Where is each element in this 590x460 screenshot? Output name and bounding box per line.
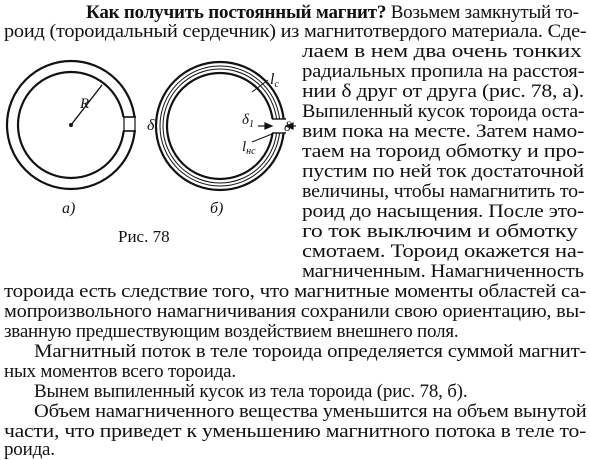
label-lnc: $l_{нс}$ xyxy=(242,139,256,157)
lnc-pointer xyxy=(252,134,272,142)
cut-gap-a xyxy=(122,117,138,131)
text-line-21: Объем намагниченного вещества уменьшится на объем вынутой xyxy=(34,401,587,422)
label-delta-a: δ xyxy=(147,117,155,134)
text-line-13: смотаем. Тороид окажется на- xyxy=(302,241,584,262)
text-line-12: го ток выключим и обмотку xyxy=(302,221,578,242)
text-line-18: Магнитный поток в теле тороида определяется суммой магнит- xyxy=(34,341,587,362)
text-line-2: роид (тороидальный сердечник) из магнитотвердого материала. Сде- xyxy=(4,21,587,42)
label-lc: lc xyxy=(270,71,279,90)
text-line-7: вим пока на месте. Затем намо- xyxy=(302,121,585,142)
text-line-20: Вынем выпиленный кусок из тела тороида (рис. 78, б). xyxy=(34,381,468,402)
label-delta-b: δ xyxy=(284,120,291,135)
text-line-17: званную предшествующим воздействием внешнего поля. xyxy=(4,321,459,342)
text-line-11: роид до насыщения. После это- xyxy=(302,201,584,222)
text-line-9: пустим по ней ток достаточной xyxy=(302,161,585,182)
text-line-14: магниченным. Намагниченность xyxy=(302,261,584,282)
label-R: R xyxy=(80,96,90,112)
text-line-10: величины, чтобы намагнитить то- xyxy=(302,181,585,202)
section-heading: Как получить постоянный магнит? xyxy=(86,2,387,23)
text-line-16: мопроизвольного намагничивания сохранили свою ориентацию, вы- xyxy=(4,301,586,322)
text-line-1 xyxy=(86,3,579,23)
label-a: а) xyxy=(62,200,76,217)
text-line-23: роида. xyxy=(4,439,55,460)
text-line-15: тороида есть следствие того, что магнитные моменты областей са- xyxy=(4,281,587,302)
figure-caption: Рис. 78 xyxy=(118,227,170,246)
text-line-6: Выпиленный кусок тороида оста- xyxy=(302,101,585,122)
text-run: Возьмем замкнутый то- xyxy=(386,2,579,23)
text-line-5: нии δ друг от друга (рис. 78, а). xyxy=(302,81,584,102)
text-line-8: таем на тороид обмотку и про- xyxy=(302,141,585,162)
text-line-3: лаем в нем два очень тонких xyxy=(302,41,582,62)
label-delta1: $\delta_1$ xyxy=(242,112,254,130)
center-dot xyxy=(69,123,73,127)
text-line-4: радиальных пропила на расстоя- xyxy=(302,61,585,82)
label-b: б) xyxy=(210,200,224,217)
text-line-19: ных моментов всего тороида. xyxy=(4,361,236,382)
text-line-22: части, что приведет к уменьшению магнитного потока в теле то- xyxy=(4,421,587,442)
